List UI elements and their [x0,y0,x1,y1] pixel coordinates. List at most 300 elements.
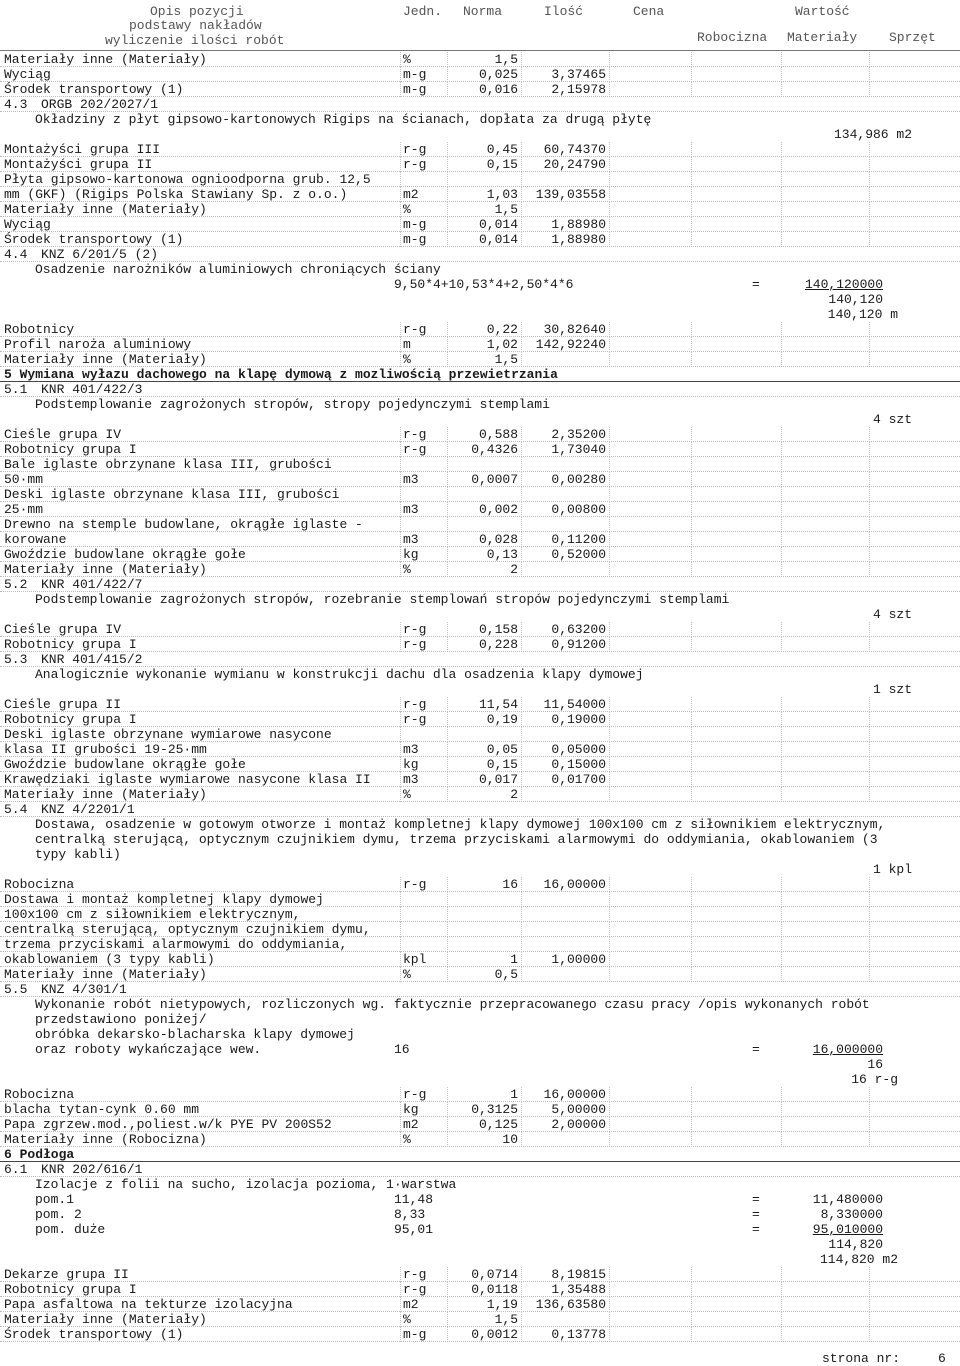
resource-description: centralką sterującą, optycznym czujnikiem dymu, [4,922,371,937]
position-source: KNZ 4/301/1 [41,982,127,997]
column-separator [609,1117,610,1132]
resource-description: Robocizna [4,877,75,892]
resource-norm: 0,002 [478,502,518,517]
resource-quantity: 60,74370 [543,142,606,157]
resource-quantity: 0,91200 [551,637,606,652]
resource-quantity: 0,11200 [551,532,606,547]
position-source: KNR 202/616/1 [41,1162,143,1177]
header-opis-line-3: wyliczenie ilości robót [105,33,285,48]
column-separator [400,82,401,97]
position-quantity-row [0,607,960,622]
column-separator [781,1132,782,1147]
resource-row [0,202,960,217]
resource-row [0,517,960,532]
measurement-expression: 8,33 [394,1207,426,1222]
column-separator [609,82,610,97]
resource-row [0,157,960,172]
column-separator [447,547,448,562]
position-number: 5.5 [4,982,28,997]
position-number: 5.1 [4,382,28,397]
column-separator [400,892,401,907]
column-separator [691,547,692,562]
position-total-quantity: 16 r-g [851,1072,898,1087]
column-separator [400,952,401,967]
resource-description: Materiały inne (Materiały) [4,562,207,577]
resource-row [0,487,960,502]
resource-unit: r-g [403,622,427,637]
position-description-row [0,262,960,277]
column-separator [691,217,692,232]
column-separator [609,457,610,472]
column-separator [869,967,870,982]
column-separator [609,742,610,757]
column-separator [869,907,870,922]
position-quantity-row [0,127,960,142]
column-separator [869,532,870,547]
column-separator [869,352,870,367]
column-separator [781,877,782,892]
resource-description: Płyta gipsowo-kartonowa ognioodporna grub. 12,5 [4,172,371,187]
resource-norm: 16 [502,877,518,892]
resource-row [0,352,960,367]
column-separator [521,967,522,982]
column-separator [400,937,401,952]
column-separator [609,967,610,982]
resource-row [0,67,960,82]
column-separator [781,787,782,802]
resource-quantity: 0,63200 [551,622,606,637]
column-separator [521,562,522,577]
resource-description: Krawędziaki iglaste wymiarowe nasycone klasa II [4,772,371,787]
column-separator [691,532,692,547]
column-separator [691,232,692,247]
column-separator [400,52,401,67]
column-separator [609,712,610,727]
measurement-label: pom.1 [35,1192,75,1207]
resource-norm: 1,5 [494,1312,518,1327]
column-separator [691,742,692,757]
column-separator [400,442,401,457]
column-separator [691,67,692,82]
resource-description: okablowaniem (3 typy kabli) [4,952,215,967]
resource-unit: r-g [403,1087,427,1102]
resource-row [0,472,960,487]
resource-row [0,697,960,712]
resource-quantity: 20,24790 [543,157,606,172]
column-separator [447,907,448,922]
column-separator [447,922,448,937]
column-separator [521,622,522,637]
column-separator [400,712,401,727]
resource-row [0,82,960,97]
position-number: 4.4 [4,247,28,262]
column-separator [609,67,610,82]
column-separator [447,1267,448,1282]
column-separator [609,952,610,967]
column-separator [781,892,782,907]
column-separator [691,907,692,922]
resource-row [0,547,960,562]
resource-row [0,787,960,802]
resource-quantity: 0,19000 [551,712,606,727]
column-separator [447,1102,448,1117]
resource-row [0,457,960,472]
column-separator [400,757,401,772]
resource-row [0,1327,960,1342]
column-separator [521,1282,522,1297]
column-separator [521,877,522,892]
resource-row [0,52,960,67]
column-separator [521,457,522,472]
column-separator [691,937,692,952]
column-separator [781,712,782,727]
measurement-equals: = [752,277,760,292]
position-description-row [0,817,960,832]
subtotal-row [0,292,960,307]
resource-row [0,622,960,637]
position-description-row [0,667,960,682]
resource-description: Gwoździe budowlane okrągłe gołe [4,757,246,772]
position-description: Osadzenie narożników aluminiowych chroniących ściany [35,262,441,277]
column-separator [400,1312,401,1327]
column-separator [781,172,782,187]
column-separator [609,772,610,787]
resource-quantity: 1,88980 [551,217,606,232]
column-separator [691,877,692,892]
resource-quantity: 0,15000 [551,757,606,772]
resource-norm: 2 [510,787,518,802]
resource-quantity: 0,05000 [551,742,606,757]
measurement-equals: = [752,1192,760,1207]
column-separator [400,787,401,802]
column-separator [521,1132,522,1147]
resource-unit: m-g [403,217,427,232]
resource-quantity: 142,92240 [535,337,606,352]
column-separator [447,1297,448,1312]
column-separator [609,1327,610,1342]
resource-row [0,187,960,202]
resource-unit: r-g [403,877,427,892]
column-separator [869,142,870,157]
column-separator [521,697,522,712]
resource-description: Robotnicy [4,322,75,337]
column-separator [781,1102,782,1117]
column-separator [869,1132,870,1147]
resource-unit: m3 [403,742,419,757]
resource-quantity: 11,54000 [543,697,606,712]
column-separator [447,337,448,352]
column-separator [521,322,522,337]
column-separator [447,457,448,472]
resource-norm: 0,22 [486,322,518,337]
resource-unit: m3 [403,532,419,547]
resource-row [0,937,960,952]
resource-description: Materiały inne (Materiały) [4,202,207,217]
resource-description: Środek transportowy (1) [4,1327,184,1342]
measurement-equals: = [752,1207,760,1222]
column-separator [869,1102,870,1117]
column-separator [869,937,870,952]
column-separator [400,517,401,532]
column-separator [609,322,610,337]
column-separator [521,82,522,97]
column-separator [781,157,782,172]
column-separator [521,1102,522,1117]
column-separator [447,787,448,802]
resource-unit: % [403,787,411,802]
column-separator [400,352,401,367]
resource-unit: r-g [403,712,427,727]
column-separator [781,472,782,487]
resource-description: 50·mm [4,472,44,487]
resource-row [0,757,960,772]
column-separator [869,697,870,712]
column-separator [609,187,610,202]
column-separator [609,52,610,67]
resource-row [0,1312,960,1327]
column-separator [691,322,692,337]
column-separator [869,1117,870,1132]
position-header-row [0,1162,960,1177]
position-description: obróbka dekarsko-blacharska klapy dymowej [35,1027,355,1042]
resource-unit: r-g [403,697,427,712]
column-separator [400,697,401,712]
column-separator [400,322,401,337]
header-divider [0,50,960,51]
resource-row [0,322,960,337]
column-separator [781,202,782,217]
resource-description: Materiały inne (Materiały) [4,352,207,367]
resource-row [0,502,960,517]
section-header-row [0,367,960,382]
column-separator [781,1297,782,1312]
column-separator [609,1267,610,1282]
position-description-row [0,1027,960,1042]
column-separator [521,937,522,952]
header-materialy: Materiały [787,30,858,45]
resource-description: Profil naroża aluminiowy [4,337,192,352]
column-separator [781,907,782,922]
resource-unit: r-g [403,1267,427,1282]
resource-row [0,742,960,757]
column-separator [447,712,448,727]
position-description: Podstemplowanie zagrożonych stropów, rozebranie stemplowań stropów pojedynczymi stemplami [35,592,730,607]
resource-description: Cieśle grupa IV [4,427,122,442]
column-separator [447,202,448,217]
column-separator [447,352,448,367]
position-source: KNZ 4/2201/1 [41,802,135,817]
column-separator [869,1327,870,1342]
column-separator [447,877,448,892]
resource-quantity: 2,15978 [551,82,606,97]
column-separator [521,787,522,802]
resource-row [0,952,960,967]
column-separator [609,877,610,892]
column-separator [869,67,870,82]
column-separator [400,202,401,217]
position-number: 5.4 [4,802,28,817]
resource-description: mm (GKF) (Rigips Polska Stawiany Sp. z o.o.) [4,187,348,202]
column-separator [400,547,401,562]
resource-row [0,877,960,892]
column-separator [691,1267,692,1282]
column-separator [781,772,782,787]
column-separator [609,157,610,172]
resource-description: Materiały inne (Materiały) [4,967,207,982]
position-quantity-row [0,412,960,427]
resource-quantity: 0,52000 [551,547,606,562]
resource-description: trzema przyciskami alarmowymi do oddymiania, [4,937,348,952]
measurement-expression: 11,48 [394,1192,434,1207]
resource-unit: m-g [403,232,427,247]
column-separator [521,502,522,517]
column-separator [691,472,692,487]
resource-description: Robotnicy grupa I [4,712,137,727]
resource-norm: 0,025 [478,67,518,82]
column-separator [781,337,782,352]
column-separator [781,232,782,247]
column-separator [609,937,610,952]
subtotal-row [0,1237,960,1252]
resource-unit: m2 [403,187,419,202]
resource-norm: 0,05 [486,742,518,757]
resource-row [0,337,960,352]
column-separator [400,427,401,442]
resource-quantity: 5,00000 [551,1102,606,1117]
resource-quantity: 2,00000 [551,1117,606,1132]
resource-row [0,172,960,187]
header-opis-line-1: Opis pozycji [150,4,244,19]
resource-norm: 0,45 [486,142,518,157]
column-separator [609,142,610,157]
position-source: KNR 401/422/7 [41,577,143,592]
column-separator [691,457,692,472]
resource-description: Deski iglaste obrzynane wymiarowe nasycone [4,727,332,742]
column-separator [447,892,448,907]
column-separator [400,172,401,187]
resource-quantity: 0,01700 [551,772,606,787]
column-separator [400,1282,401,1297]
column-separator [447,1132,448,1147]
resource-row [0,1102,960,1117]
resource-description: Materiały inne (Robocizna) [4,1132,207,1147]
position-total-quantity-row [0,307,960,322]
column-separator [781,427,782,442]
column-separator [609,217,610,232]
position-total-quantity-row [0,1252,960,1267]
column-separator [521,202,522,217]
resource-quantity: 16,00000 [543,877,606,892]
resource-description: Robotnicy grupa I [4,1282,137,1297]
column-separator [447,1087,448,1102]
measurement-result: 16,000000 [812,1042,883,1057]
resource-norm: 10 [502,1132,518,1147]
column-separator [609,1132,610,1147]
position-quantity: 1 kpl [872,862,912,877]
column-separator [781,502,782,517]
column-separator [521,142,522,157]
header-wartosc: Wartość [795,4,850,19]
column-separator [609,1297,610,1312]
column-separator [447,937,448,952]
measurement-result: 95,010000 [812,1222,883,1237]
resource-row [0,442,960,457]
column-separator [447,1312,448,1327]
page-number: 6 [938,1351,946,1366]
resource-description: Papa asfaltowa na tekturze izolacyjna [4,1297,293,1312]
column-separator [400,232,401,247]
column-separator [400,1297,401,1312]
resource-unit: m3 [403,772,419,787]
column-separator [447,727,448,742]
resource-quantity: 8,19815 [551,1267,606,1282]
resource-description: Robotnicy grupa I [4,637,137,652]
column-separator [691,517,692,532]
resource-description: Gwoździe budowlane okrągłe gołe [4,547,246,562]
position-number: 5.3 [4,652,28,667]
subtotal-value: 16 [867,1057,883,1072]
column-separator [869,487,870,502]
resource-description: Materiały inne (Materiały) [4,787,207,802]
column-separator [869,1267,870,1282]
column-separator [691,757,692,772]
column-separator [691,1312,692,1327]
resource-description: Montażyści grupa III [4,142,161,157]
column-separator [869,52,870,67]
resource-row [0,727,960,742]
resource-unit: m2 [403,1117,419,1132]
column-separator [609,517,610,532]
resource-quantity: 1,35488 [551,1282,606,1297]
header-robocizna: Robocizna [697,30,768,45]
column-separator [691,202,692,217]
column-separator [691,502,692,517]
column-separator [521,337,522,352]
column-separator [781,967,782,982]
column-separator [521,232,522,247]
column-separator [609,1282,610,1297]
position-number: 5.2 [4,577,28,592]
column-separator [691,187,692,202]
resource-description: Bale iglaste obrzynane klasa III, grubości [4,457,332,472]
resource-row [0,1087,960,1102]
resource-description: 100x100 cm z siłownikiem elektrycznym, [4,907,301,922]
column-separator [781,937,782,952]
column-separator [521,352,522,367]
column-separator [521,922,522,937]
column-separator [609,1102,610,1117]
resource-row [0,1282,960,1297]
measurement-result: 8,330000 [820,1207,883,1222]
position-source: KNR 401/422/3 [41,382,143,397]
position-header-row [0,652,960,667]
column-separator [521,907,522,922]
column-separator [447,757,448,772]
column-separator [691,52,692,67]
column-separator [781,322,782,337]
resource-quantity: 1,88980 [551,232,606,247]
column-separator [691,1297,692,1312]
position-quantity-row [0,862,960,877]
resource-norm: 0,014 [478,217,518,232]
column-separator [869,157,870,172]
column-separator [691,1117,692,1132]
column-separator [869,82,870,97]
column-separator [447,322,448,337]
column-separator [400,487,401,502]
resource-unit: m3 [403,502,419,517]
column-separator [400,562,401,577]
